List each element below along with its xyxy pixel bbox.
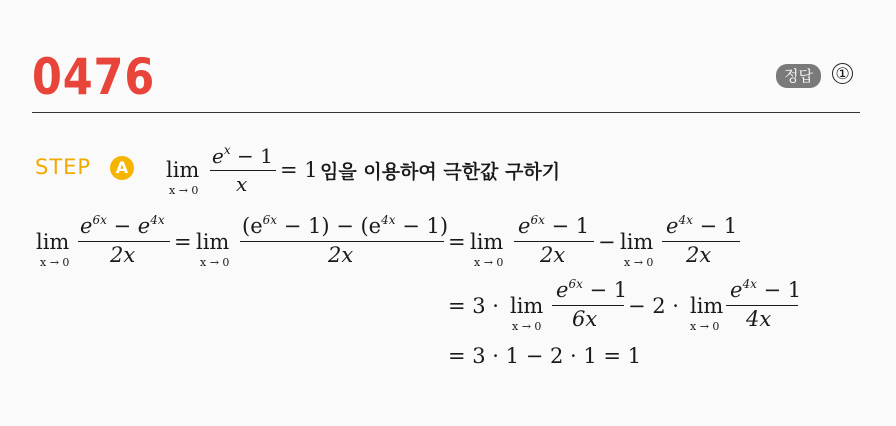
frac-3-denominator: 2x <box>540 243 566 267</box>
final-result: = 3 · 1 − 2 · 1 = 1 <box>448 344 642 368</box>
frac-5-denominator: 6x <box>572 307 598 331</box>
frac-1-bar <box>78 241 170 242</box>
hint-lim: lim <box>166 158 200 182</box>
step-description: 임을 이용하여 극한값 구하기 <box>320 161 561 183</box>
step-badge: A <box>110 156 134 180</box>
frac-2-numerator: $(e^{6x} - 1) - (e^{4x} - 1)$ <box>242 213 449 238</box>
answer-badge: 정답 <box>776 64 821 88</box>
header-divider <box>32 112 860 113</box>
frac-2-bar <box>240 241 444 242</box>
equals-1: = <box>174 230 192 254</box>
frac-3-bar <box>514 241 594 242</box>
lim-2: lim <box>196 230 230 254</box>
lim-3-subscript: x → 0 <box>474 256 504 269</box>
line2-coef-3: = 3 · <box>448 294 499 318</box>
lim-5: lim <box>510 294 544 318</box>
frac-6-numerator: $e^{4x} - 1$ <box>730 277 802 302</box>
frac-3-numerator: $e^{6x} - 1$ <box>518 213 590 238</box>
lim-5-subscript: x → 0 <box>512 320 542 333</box>
frac-1-numerator: $e^{6x} - e^{4x}$ <box>80 213 165 238</box>
lim-1: lim <box>36 230 70 254</box>
lim-2-subscript: x → 0 <box>200 256 230 269</box>
equals-2: = <box>448 230 466 254</box>
frac-6-denominator: 4x <box>746 307 772 331</box>
line2-coef-2: − 2 · <box>628 294 679 318</box>
lim-4: lim <box>620 230 654 254</box>
frac-6-bar <box>726 305 798 306</box>
step-label: STEP <box>35 155 92 179</box>
frac-4-denominator: 2x <box>686 243 712 267</box>
hint-lim-subscript: x → 0 <box>169 184 199 197</box>
lim-3: lim <box>470 230 504 254</box>
hint-denominator: x <box>236 172 248 196</box>
frac-4-numerator: $e^{4x} - 1$ <box>666 213 738 238</box>
hint-numerator: $e^x - 1$ <box>212 143 273 168</box>
hint-equals-one: = 1 <box>280 158 318 182</box>
lim-1-subscript: x → 0 <box>40 256 70 269</box>
minus-1: − <box>598 230 616 254</box>
lim-4-subscript: x → 0 <box>624 256 654 269</box>
frac-1-denominator: 2x <box>110 243 136 267</box>
frac-4-bar <box>662 241 740 242</box>
lim-6: lim <box>690 294 724 318</box>
problem-number: 0476 <box>32 48 156 106</box>
frac-2-denominator: 2x <box>328 243 354 267</box>
frac-5-bar <box>552 305 624 306</box>
hint-fraction-bar <box>210 170 276 171</box>
answer-value: ① <box>832 63 853 84</box>
lim-6-subscript: x → 0 <box>690 320 720 333</box>
frac-5-numerator: $e^{6x} - 1$ <box>556 277 628 302</box>
